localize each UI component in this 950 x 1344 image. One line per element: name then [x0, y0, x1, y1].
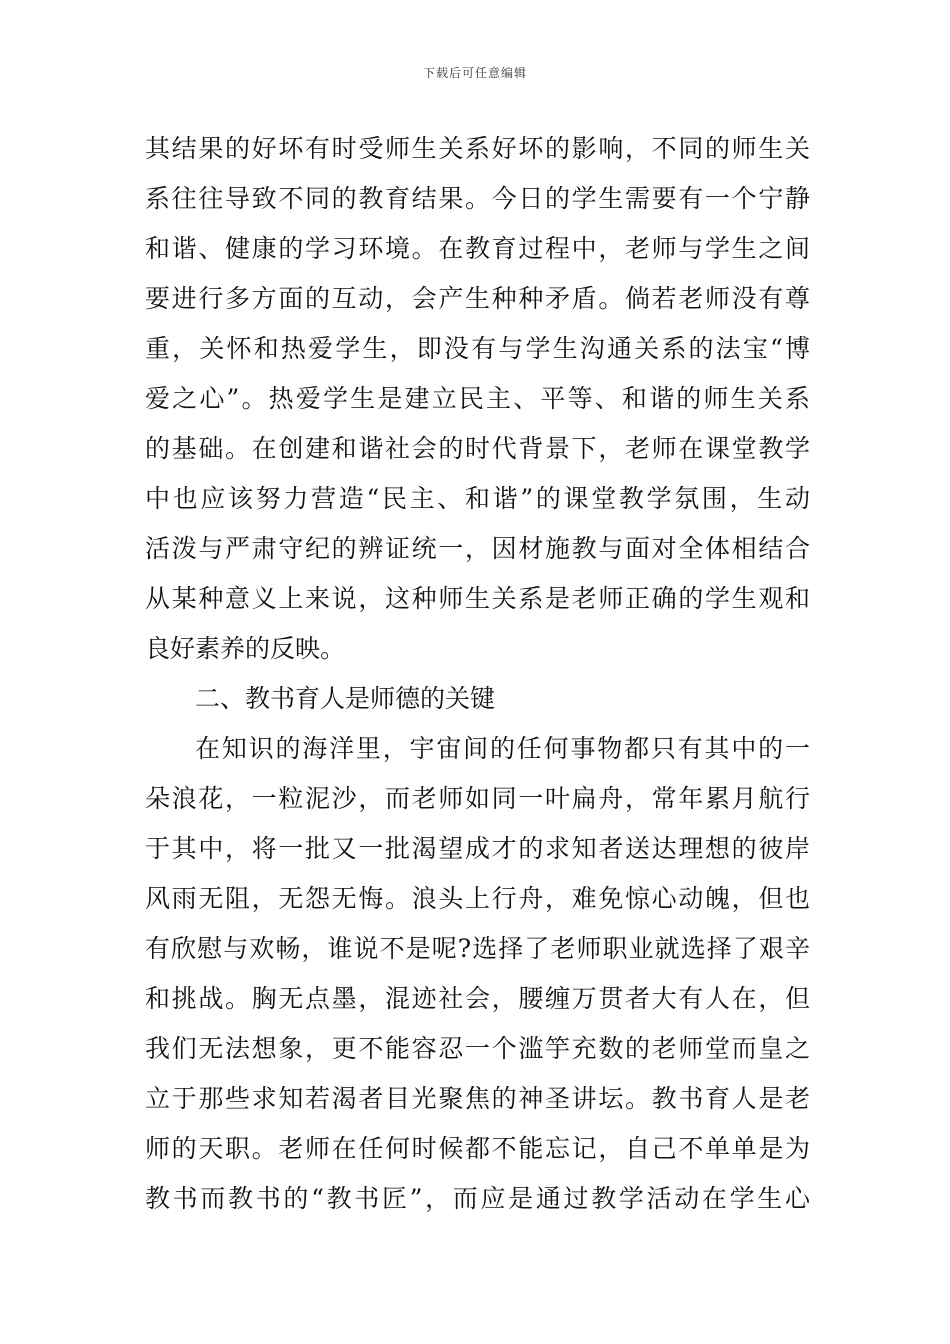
text-line: 活泼与严肃守纪的辨证统一，因材施教与面对全体相结合 — [145, 534, 810, 563]
text-line: 和谐、健康的学习环境。在教育过程中，老师与学生之间 — [145, 234, 810, 263]
text-line: 良好素养的反映。 — [145, 634, 346, 663]
section-heading: 二、教书育人是师德的关键 — [195, 684, 496, 713]
document-body — [145, 124, 810, 1224]
text-line: 朵浪花，一粒泥沙，而老师如同一叶扁舟，常年累月航行 — [145, 784, 810, 813]
text-line: 于其中，将一批又一批渴望成才的求知者送达理想的彼岸 — [145, 834, 810, 863]
text-line: 中也应该努力营造“民主、和谐”的课堂教学氛围，生动 — [145, 484, 810, 513]
text-line: 教书而教书的“教书匠”，而应是通过教学活动在学生心 — [145, 1184, 810, 1213]
text-line: 其结果的好坏有时受师生关系好坏的影响，不同的师生关 — [145, 134, 810, 163]
text-line: 立于那些求知若渴者目光聚焦的神圣讲坛。教书育人是老 — [145, 1084, 810, 1113]
text-line: 要进行多方面的互动，会产生种种矛盾。倘若老师没有尊 — [145, 284, 810, 313]
text-line: 爱之心”。热爱学生是建立民主、平等、和谐的师生关系 — [145, 384, 810, 413]
text-line: 的基础。在创建和谐社会的时代背景下，老师在课堂教学 — [145, 434, 810, 463]
text-line: 和挑战。胸无点墨，混迹社会，腰缠万贯者大有人在，但 — [145, 984, 810, 1013]
text-line: 我们无法想象，更不能容忍一个滥竽充数的老师堂而皇之 — [145, 1034, 810, 1063]
text-line: 风雨无阻，无怨无悔。浪头上行舟，难免惊心动魄，但也 — [145, 884, 810, 913]
text-line: 师的天职。老师在任何时候都不能忘记，自己不单单是为 — [145, 1134, 810, 1163]
text-line: 系往往导致不同的教育结果。今日的学生需要有一个宁静 — [145, 184, 810, 213]
text-line: 有欣慰与欢畅，谁说不是呢?选择了老师职业就选择了艰辛 — [145, 934, 810, 963]
text-line: 在知识的海洋里，宇宙间的任何事物都只有其中的一 — [195, 734, 810, 763]
text-line: 重，关怀和热爱学生，即没有与学生沟通关系的法宝“博 — [145, 334, 810, 363]
page-header: 下载后可任意编辑 — [422, 66, 527, 80]
text-line: 从某种意义上来说，这种师生关系是老师正确的学生观和 — [145, 584, 810, 613]
